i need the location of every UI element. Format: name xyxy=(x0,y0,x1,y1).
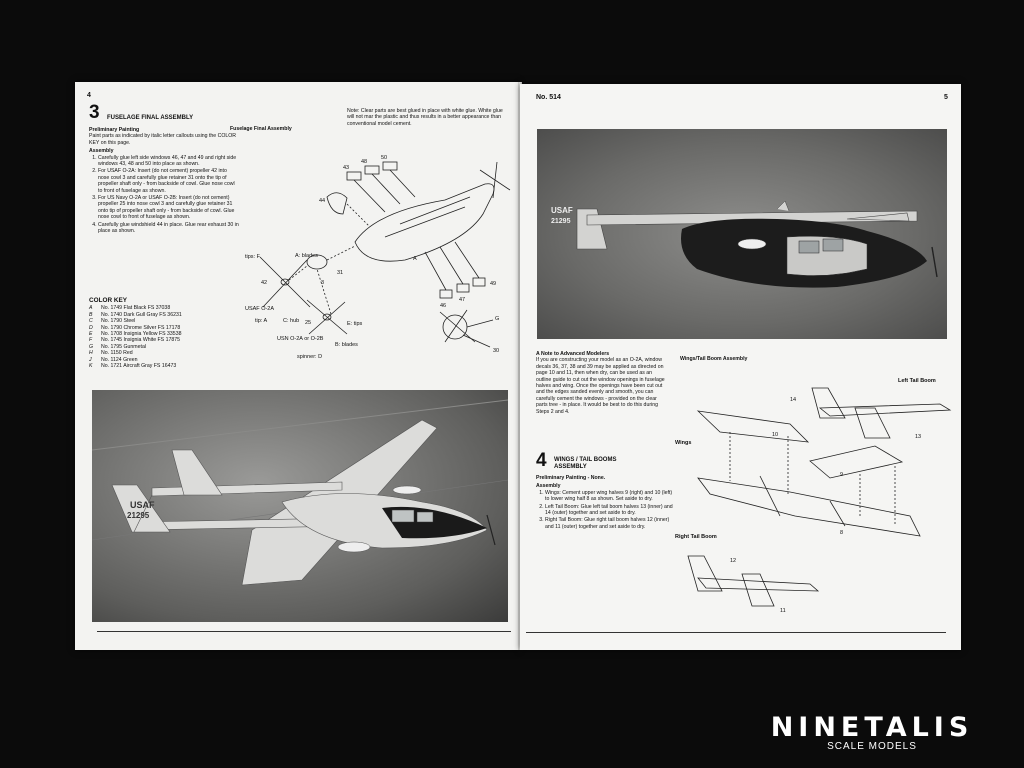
color-key-value: No. 1740 Dark Gull Gray FS 36231 xyxy=(101,311,182,318)
label-usn: USN O-2A or O-2B xyxy=(277,336,324,342)
step-3-number: 3 xyxy=(89,102,100,123)
aircraft-photo-left xyxy=(92,390,508,622)
photo-left-usaf: USAF xyxy=(130,500,155,510)
logo-subtitle: SCALE MODELS xyxy=(827,741,917,752)
fuselage-assembly-diagram xyxy=(235,142,519,372)
label-e-tips: E: tips xyxy=(347,321,363,327)
wings-diagram-title: Wings/Tail Boom Assembly xyxy=(680,356,748,362)
list-item: 3. Right Tail Boom: Glue right tail boom halves 12 (inner) and 11 (outer) together and set aside to dry. xyxy=(545,517,676,530)
advanced-modelers-note xyxy=(536,351,666,415)
color-key-value: No. 1790 Steel xyxy=(101,318,136,325)
step-4-list xyxy=(536,490,676,530)
list-item: 2. For USAF O-2A: Insert (do not cement) propeller 42 into nose cowl 3 and carefully glue retainer 31 onto the tip of propeller shaft only - from backside of cowl. Glue nose cowl to front of fuselage as shown. xyxy=(98,168,239,194)
photo-right-serial: 21295 xyxy=(551,218,571,225)
label-43: 43 xyxy=(343,165,350,171)
color-key xyxy=(89,298,249,369)
label-8: 8 xyxy=(840,530,844,536)
color-key-letter: D xyxy=(89,324,93,331)
left-page xyxy=(75,82,519,650)
ninetalis-logo xyxy=(738,712,1006,752)
label-13: 13 xyxy=(915,434,922,440)
page-number-left: 4 xyxy=(87,92,91,99)
color-key-value: No. 1745 Insignia White FS 17875 xyxy=(101,337,181,344)
label-g: G xyxy=(495,316,500,322)
step-4-prelim: Preliminary Painting - None. xyxy=(536,475,606,481)
color-key-value: No. 1124 Green xyxy=(101,356,138,363)
right-page xyxy=(520,84,961,650)
label-10: 10 xyxy=(772,432,779,438)
label-spinner: spinner: D xyxy=(297,354,323,360)
list-item: 4. Carefully glue windshield 44 in place. Glue rear exhaust 30 in place as shown. xyxy=(98,222,239,235)
color-key-letter: F xyxy=(89,337,93,344)
step-4-assembly-heading: Assembly xyxy=(536,483,561,490)
clear-parts-note: Note: Clear parts are best glued in place with white glue. White glue will not mar the plastic and thus results in a better appearance than conventional model cement. xyxy=(347,108,503,127)
label-46: 46 xyxy=(440,303,447,309)
color-key-letter: G xyxy=(89,343,94,350)
color-key-row xyxy=(89,363,249,369)
color-key-letter: J xyxy=(89,356,92,363)
fuselage-diagram-title: Fuselage Final Assembly xyxy=(230,126,292,132)
list-item: 3. For US Navy O-2A or USAF O-2B: Insert (do not cement) propeller 25 into nose cowl 3 and carefully glue retainer 31 onto tip of propeller shaft only - from backside of cowl. Glue nose cowl to front of fuselage as shown. xyxy=(98,195,239,221)
label-tip-a: tip: A xyxy=(255,318,268,324)
wings-tail-boom-diagram xyxy=(670,366,958,616)
label-42: 42 xyxy=(261,280,268,286)
step-4-title: WINGS / TAIL BOOMS ASSEMBLY xyxy=(554,457,617,470)
label-c-hub: C: hub xyxy=(283,318,300,324)
label-a: A xyxy=(413,256,417,262)
advanced-note-text: If you are constructing your model as an O-2A, window decals 36, 37, 38 and 39 may be applied as directed on page 10 and 11, then when dry, can be used as an outline guide to cut out the window openings in fuselage halves and wing. Once the openings have been cut out and the edges sanded evenly and smooth, you can carefully cement the windows - provided on the clear parts tree - in place. It would be best to do this during Steps 2 and 4. xyxy=(536,357,665,415)
page-number-right: 5 xyxy=(944,94,948,101)
color-key-heading: COLOR KEY xyxy=(89,297,127,304)
label-wings: Wings xyxy=(675,440,692,446)
photo-left-serial: 21295 xyxy=(127,511,150,520)
label-14: 14 xyxy=(790,397,797,403)
list-item: 2. Left Tail Boom: Glue left tail boom halves 13 (inner) and 14 (outer) together and set aside to dry. xyxy=(545,504,676,517)
bottom-rule-right xyxy=(526,632,946,633)
label-9: 9 xyxy=(840,472,844,478)
color-key-letter: E xyxy=(89,331,93,338)
label-left-tail-boom: Left Tail Boom xyxy=(898,378,936,384)
color-key-letter: A xyxy=(89,305,93,312)
color-key-letter: H xyxy=(89,350,93,357)
list-item: 1. Carefully glue left side windows 46, 47 and 49 and right side windows 43, 48 and 50 into place as shown. xyxy=(98,155,239,168)
color-key-value: No. 1721 Aircraft Gray FS 16473 xyxy=(101,363,177,370)
step-4-text xyxy=(536,475,676,531)
advanced-note-heading: A Note to Advanced Modelers xyxy=(536,351,610,357)
logo-brand: NINETALIS xyxy=(770,712,974,743)
step-4-number: 4 xyxy=(536,450,547,471)
label-48: 48 xyxy=(361,159,368,165)
label-usaf-o2a: USAF O-2A xyxy=(245,306,275,312)
assembly-heading: Assembly xyxy=(89,148,114,155)
label-49: 49 xyxy=(490,281,497,287)
prelim-heading: Preliminary Painting xyxy=(89,127,140,133)
list-item: 1. Wings: Cement upper wing halves 9 (right) and 10 (left) to lower wing half 8 as shown. Set aside to dry. xyxy=(545,490,676,503)
prelim-text: Paint parts as indicated by italic letter callouts using the COLOR KEY on this page. xyxy=(89,133,237,146)
color-key-letter: B xyxy=(89,311,93,318)
color-key-value: No. 1749 Flat Black FS 37038 xyxy=(101,305,171,312)
label-12: 12 xyxy=(730,558,737,564)
label-47: 47 xyxy=(459,297,466,303)
label-25: 25 xyxy=(305,320,312,326)
color-key-value: No. 1708 Insignia Yellow FS 33538 xyxy=(101,331,182,338)
color-key-letter: K xyxy=(89,363,93,370)
photo-right-usaf: USAF xyxy=(551,206,573,215)
step-3-list xyxy=(89,155,239,235)
label-50: 50 xyxy=(381,155,388,161)
label-3: 3 xyxy=(321,280,325,286)
label-b-blades: B: blades xyxy=(335,342,358,348)
color-key-value: No. 1795 Gunmetal xyxy=(101,343,146,350)
label-31: 31 xyxy=(337,270,344,276)
label-a-blades: A: blades xyxy=(295,253,318,259)
color-key-letter: C xyxy=(89,318,93,325)
aircraft-photo-right xyxy=(537,129,947,339)
label-44: 44 xyxy=(319,198,326,204)
color-key-value: No. 1790 Chrome Silver FS 17178 xyxy=(101,324,181,331)
color-key-value: No. 1150 Red xyxy=(101,350,133,357)
bottom-rule-left xyxy=(97,631,511,632)
label-11: 11 xyxy=(780,608,786,614)
kit-number: No. 514 xyxy=(536,94,561,101)
step-3-text xyxy=(89,127,239,236)
label-30: 30 xyxy=(493,348,500,354)
label-tips-f: tips: F xyxy=(245,254,260,260)
label-right-tail-boom: Right Tail Boom xyxy=(675,534,717,540)
step-3-title: FUSELAGE FINAL ASSEMBLY xyxy=(107,115,194,121)
